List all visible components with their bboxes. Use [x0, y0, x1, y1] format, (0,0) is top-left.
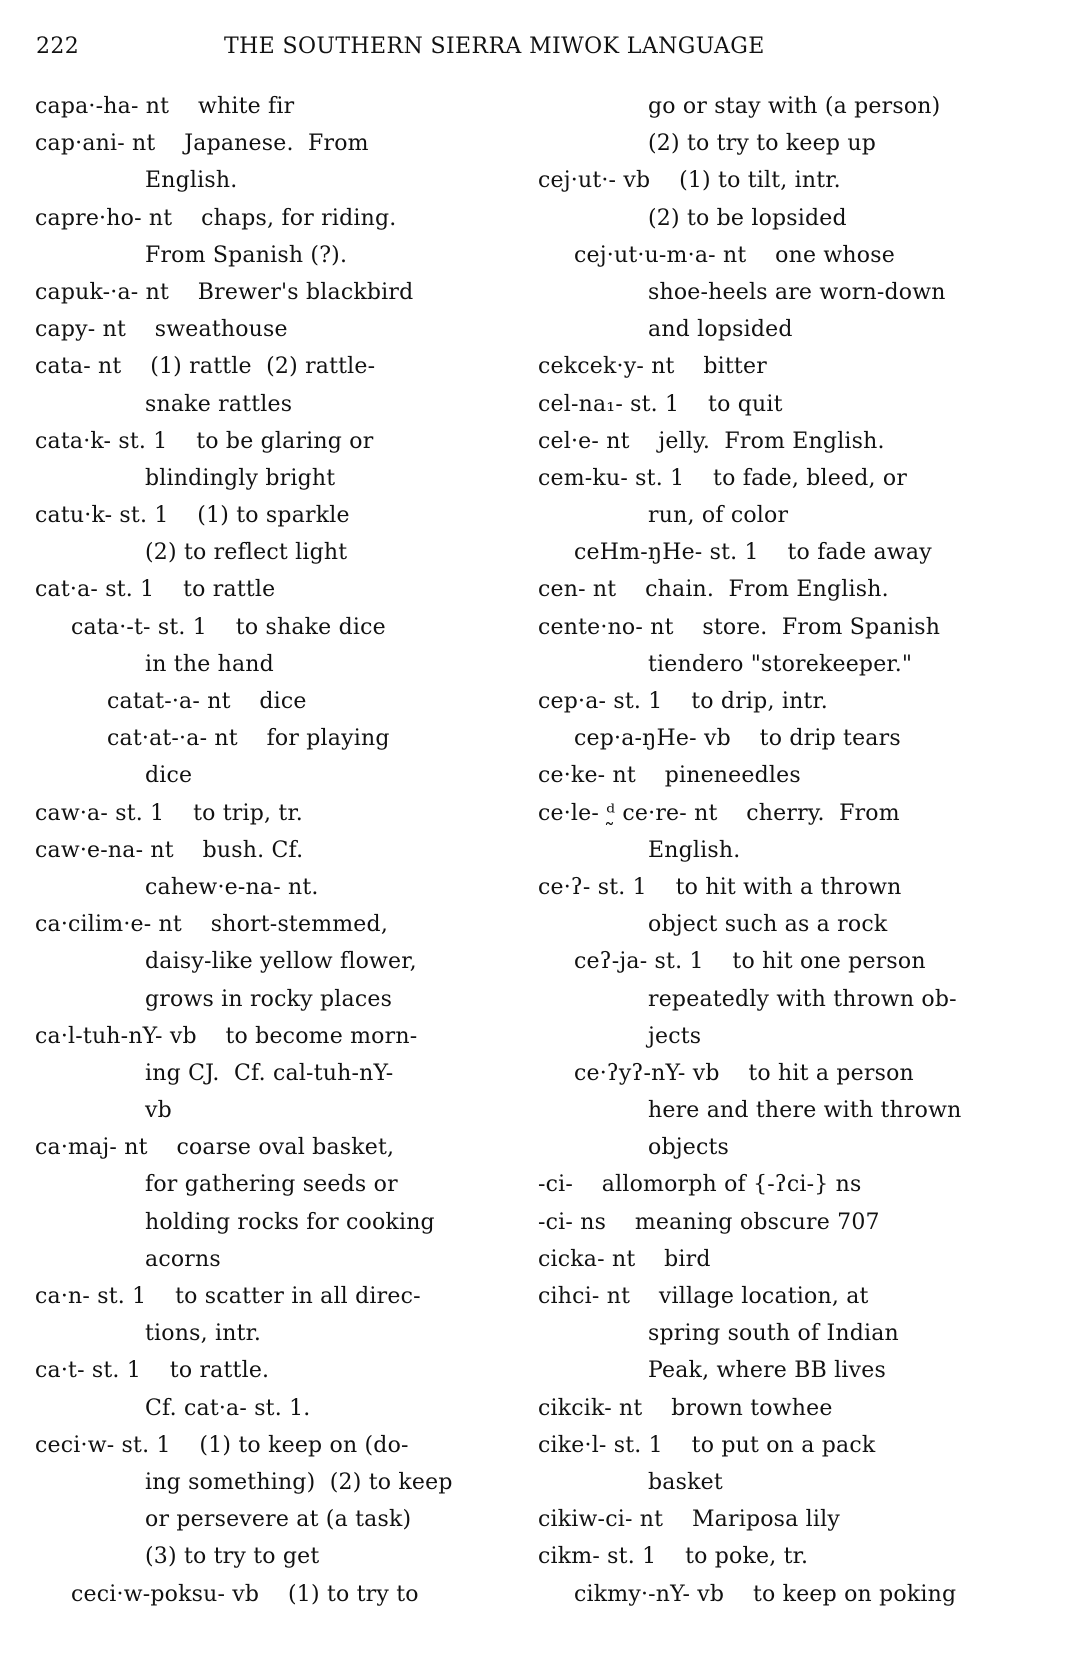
entry-line: cep·a-ŋHe- vb to drip tears — [574, 726, 901, 752]
entry-line: cen- nt chain. From English. — [538, 577, 889, 603]
dictionary-entry — [35, 497, 515, 571]
entry-line: for gathering seeds or — [145, 1172, 398, 1198]
entry-line: cike·l- st. 1 to put on a pack — [538, 1432, 876, 1458]
dictionary-entry — [35, 609, 515, 683]
dictionary-entry — [538, 534, 1048, 571]
entry-line: holding rocks for cooking — [145, 1209, 435, 1235]
entry-line: ca·t- st. 1 to rattle. — [35, 1358, 270, 1384]
dictionary-entry — [538, 88, 1048, 162]
entry-line: ceci·w- st. 1 (1) to keep on (do- — [35, 1432, 409, 1458]
entry-line: ce·ʔ- st. 1 to hit with a thrown — [538, 874, 902, 900]
entry-line: tions, intr. — [145, 1321, 262, 1347]
entry-line: capa·-ha- nt white fir — [35, 94, 295, 119]
entry-line: spring south of Indian — [648, 1321, 899, 1347]
entry-line: capuk-·a- nt Brewer's blackbird — [35, 279, 414, 305]
entry-line: cel·e- nt jelly. From English. — [538, 428, 885, 454]
entry-line: vb — [145, 1098, 172, 1124]
entry-line: run, of color — [648, 503, 789, 529]
dictionary-entry — [35, 1129, 515, 1278]
dictionary-entry — [35, 348, 515, 422]
dictionary-entry — [538, 1501, 1048, 1538]
entry-line: object such as a rock — [648, 912, 888, 938]
entry-line: Cf. cat·a- st. 1. — [145, 1395, 311, 1421]
entry-line: ceci·w-poksu- vb (1) to try to — [71, 1581, 419, 1607]
entry-line: cata·-t- st. 1 to shake dice — [71, 614, 386, 640]
page-number: 222 — [36, 34, 80, 59]
dictionary-entry — [35, 906, 515, 1018]
dictionary-entry — [538, 943, 1048, 1055]
dictionary-entry — [35, 311, 515, 348]
dictionary-entry — [538, 720, 1048, 757]
entry-line: ceHm-ŋHe- st. 1 to fade away — [574, 540, 932, 566]
entry-line: or persevere at (a task) — [145, 1507, 412, 1533]
entry-line: capy- nt sweathouse — [35, 317, 288, 343]
dictionary-entry — [538, 1390, 1048, 1427]
dictionary-entry — [538, 1278, 1048, 1390]
entry-line: snake rattles — [145, 391, 293, 417]
dictionary-entry — [538, 609, 1048, 683]
entry-line: cel-na₁- st. 1 to quit — [538, 391, 783, 417]
dictionary-entry — [35, 125, 515, 199]
entry-line: tiendero "storekeeper." — [648, 651, 913, 677]
entry-line: objects — [648, 1135, 730, 1161]
dictionary-entry — [538, 1427, 1048, 1501]
entry-line: cata- nt (1) rattle (2) rattle- — [35, 354, 376, 380]
entry-line: Peak, where BB lives — [648, 1358, 886, 1384]
dictionary-entry — [538, 386, 1048, 423]
dictionary-entry — [538, 162, 1048, 236]
entry-line: (2) to reflect light — [145, 540, 348, 566]
entry-line: ing CJ. Cf. cal-tuh-nY- — [145, 1060, 394, 1086]
entry-line: ce·ʔyʔ-nY- vb to hit a person — [574, 1060, 914, 1086]
dictionary-entry — [35, 423, 515, 497]
dictionary-entry — [538, 1166, 1048, 1203]
entry-line: English. — [145, 168, 238, 194]
entry-line: cikcik- nt brown towhee — [538, 1395, 833, 1421]
entry-line: ceʔ-ja- st. 1 to hit one person — [574, 949, 926, 975]
entry-line: -ci- allomorph of {-ʔci-} ns — [538, 1172, 862, 1198]
dictionary-entry — [538, 348, 1048, 385]
left-column — [35, 88, 515, 1613]
entry-line: cekcek·y- nt bitter — [538, 354, 767, 380]
entry-line: cata·k- st. 1 to be glaring or — [35, 428, 374, 454]
dictionary-entry — [538, 795, 1048, 869]
entry-line: in the hand — [145, 651, 274, 677]
entry-line: cap·ani- nt Japanese. From — [35, 131, 369, 157]
entry-line: acorns — [145, 1246, 221, 1272]
entry-line: basket — [648, 1469, 723, 1495]
entry-line: cikmy·-nY- vb to keep on poking — [574, 1581, 957, 1607]
entry-line: dice — [145, 763, 193, 789]
entry-line: English. — [648, 837, 741, 863]
entry-line: ce·le- ᵈ̰ ce·re- nt cherry. From — [538, 800, 900, 826]
dictionary-entry — [35, 88, 515, 125]
entry-line: cicka- nt bird — [538, 1246, 711, 1272]
dictionary-entry — [35, 1576, 515, 1613]
entry-line: cente·no- nt store. From Spanish — [538, 614, 941, 640]
dictionary-entry — [538, 571, 1048, 608]
entry-line: repeatedly with thrown ob- — [648, 986, 957, 1012]
dictionary-entry — [538, 460, 1048, 534]
dictionary-entry — [35, 1352, 515, 1426]
dictionary-entry — [538, 757, 1048, 794]
entry-line: capre·ho- nt chaps, for riding. — [35, 205, 397, 231]
dictionary-entry — [538, 1204, 1048, 1241]
dictionary-entry — [35, 1018, 515, 1130]
dictionary-entry — [538, 1576, 1048, 1613]
entry-line: (3) to try to get — [145, 1544, 320, 1570]
entry-line: ca·maj- nt coarse oval basket, — [35, 1135, 395, 1161]
entry-line: cikm- st. 1 to poke, tr. — [538, 1544, 809, 1570]
entry-line: ca·cilim·e- nt short-stemmed, — [35, 912, 389, 938]
dictionary-entry — [538, 1538, 1048, 1575]
dictionary-entry — [35, 832, 515, 906]
dictionary-entry — [35, 200, 515, 274]
dictionary-entry — [35, 1278, 515, 1352]
entry-line: cat·at-·a- nt for playing — [107, 726, 390, 752]
entry-line: shoe-heels are worn-down — [648, 279, 946, 305]
entry-line: cahew·e-na- nt. — [145, 874, 319, 900]
entry-line: cat·a- st. 1 to rattle — [35, 577, 276, 603]
entry-line: ing something) (2) to keep — [145, 1469, 453, 1495]
entry-line: From Spanish (?). — [145, 242, 348, 268]
entry-line: cej·ut·u-m·a- nt one whose — [574, 242, 895, 268]
entry-line: blindingly bright — [145, 465, 336, 491]
dictionary-entry — [538, 1055, 1048, 1167]
running-head: THE SOUTHERN SIERRA MIWOK LANGUAGE — [224, 34, 765, 59]
entry-line: cej·ut·- vb (1) to tilt, intr. — [538, 168, 841, 194]
entry-line: catat-·a- nt dice — [107, 689, 307, 714]
dictionary-entry — [35, 720, 515, 794]
entry-line: and lopsided — [648, 317, 793, 343]
entry-line: daisy-like yellow flower, — [145, 949, 417, 975]
dictionary-entry — [538, 1241, 1048, 1278]
dictionary-entry — [35, 1427, 515, 1576]
dictionary-entry — [538, 237, 1048, 349]
right-column — [538, 88, 1048, 1613]
entry-line: ca·l-tuh-nY- vb to become morn- — [35, 1023, 418, 1049]
dictionary-entry — [35, 274, 515, 311]
entry-line: cikiw-ci- nt Mariposa lily — [538, 1507, 841, 1533]
dictionary-entry — [35, 571, 515, 608]
entry-line: here and there with thrown — [648, 1098, 962, 1124]
entry-line: ce·ke- nt pineneedles — [538, 763, 801, 789]
entry-line: cep·a- st. 1 to drip, intr. — [538, 689, 828, 714]
dictionary-entry — [35, 795, 515, 832]
dictionary-entry — [538, 683, 1048, 720]
entry-line: cihci- nt village location, at — [538, 1284, 869, 1309]
entry-line: (2) to be lopsided — [648, 205, 847, 231]
dictionary-entry — [538, 423, 1048, 460]
entry-line: (2) to try to keep up — [648, 131, 876, 157]
entry-line: cem-ku- st. 1 to fade, bleed, or — [538, 465, 908, 491]
dictionary-entry — [538, 869, 1048, 943]
entry-line: ca·n- st. 1 to scatter in all direc- — [35, 1284, 421, 1309]
entry-line: caw·e-na- nt bush. Cf. — [35, 837, 304, 863]
page-header — [36, 34, 1046, 66]
dictionary-entry — [35, 683, 515, 720]
entry-line: jects — [648, 1023, 702, 1049]
entry-line: catu·k- st. 1 (1) to sparkle — [35, 503, 350, 529]
entry-line: grows in rocky places — [145, 986, 393, 1012]
entry-line: go or stay with (a person) — [648, 94, 941, 119]
entry-line: caw·a- st. 1 to trip, tr. — [35, 800, 303, 826]
entry-line: -ci- ns meaning obscure 707 — [538, 1209, 880, 1235]
